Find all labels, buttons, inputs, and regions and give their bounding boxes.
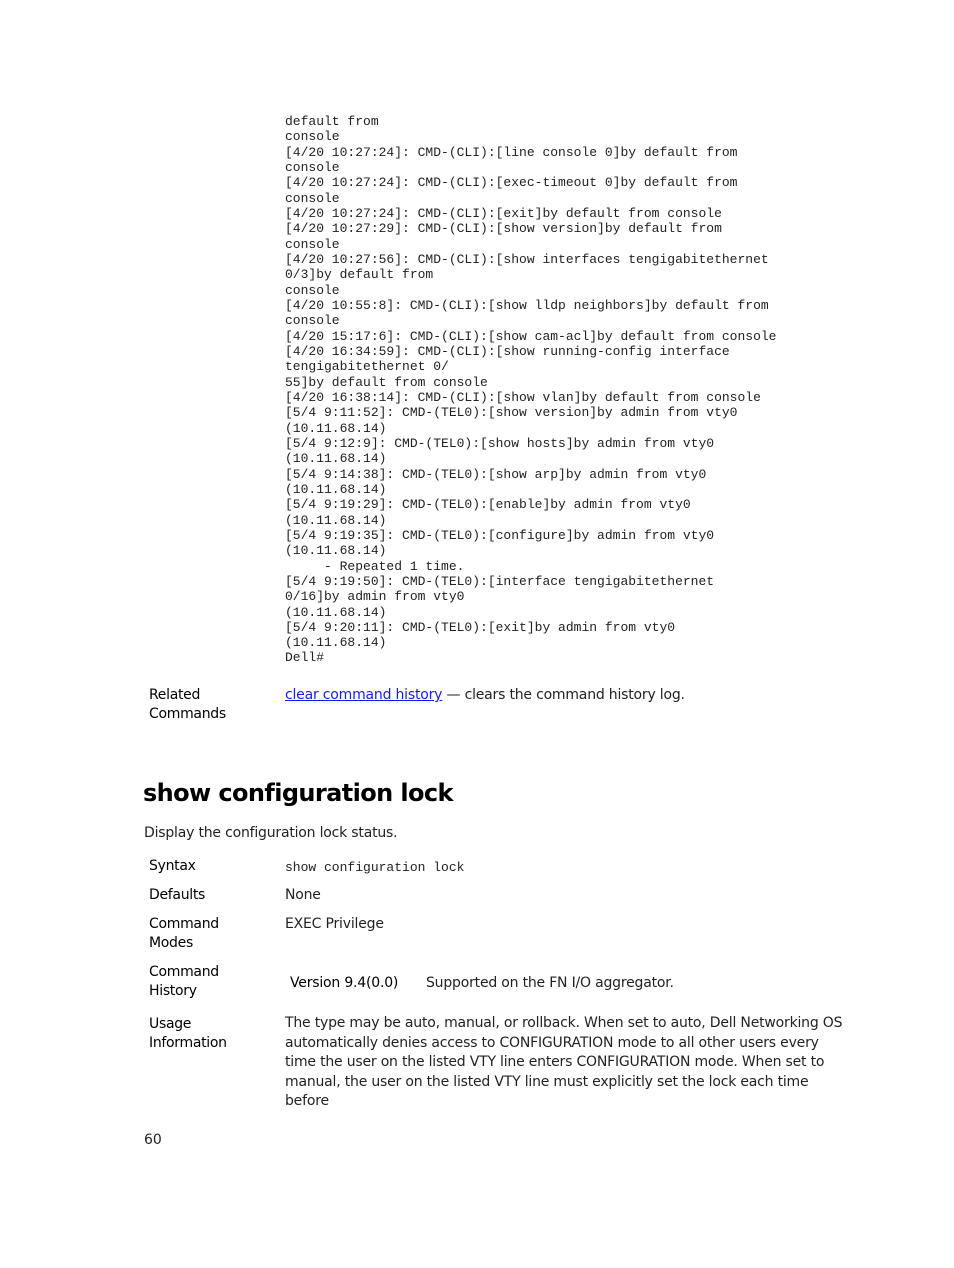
code-line: [5/4 9:20:11]: CMD-(TEL0):[exit]by admin from vty0 <box>285 619 676 635</box>
usage-line: automatically denies access to CONFIGURATION mode to all other users every <box>285 1034 819 1051</box>
code-line: [5/4 9:19:29]: CMD-(TEL0):[enable]by admin from vty0 <box>285 497 691 513</box>
label-line: History <box>149 983 197 999</box>
label-line: Command <box>149 964 219 980</box>
command-history-output <box>285 114 845 666</box>
code-line: [4/20 10:27:29]: CMD-(CLI):[show version]by default from <box>285 221 722 237</box>
code-line: [4/20 16:34:59]: CMD-(CLI):[show running-config interface <box>285 343 730 359</box>
code-line: [4/20 10:27:24]: CMD-(CLI):[exit]by default from console <box>285 205 722 221</box>
code-line: (10.11.68.14) <box>285 451 387 467</box>
code-line: console <box>285 129 340 145</box>
code-line: [5/4 9:14:38]: CMD-(TEL0):[show arp]by admin from vty0 <box>285 466 707 482</box>
syntax-label: Syntax <box>149 858 196 874</box>
related-commands-value <box>285 686 845 706</box>
code-line: console <box>285 282 340 298</box>
label-line: Related <box>149 687 201 703</box>
command-modes-label <box>149 915 274 953</box>
code-line: tengigabitethernet 0/ <box>285 359 449 375</box>
code-line: 0/3]by default from <box>285 267 434 283</box>
code-line: (10.11.68.14) <box>285 420 387 436</box>
code-line: (10.11.68.14) <box>285 635 387 651</box>
clear-command-history-link[interactable]: clear command history <box>285 687 443 703</box>
related-commands-label <box>149 686 274 724</box>
code-line: [5/4 9:19:50]: CMD-(TEL0):[interface tengigabitethernet <box>285 573 715 589</box>
code-line: [4/20 15:17:6]: CMD-(CLI):[show cam-acl]by default from console <box>285 328 777 344</box>
code-line: console <box>285 313 340 329</box>
code-line: console <box>285 159 340 175</box>
code-line: [4/20 10:55:8]: CMD-(CLI):[show lldp neighbors]by default from <box>285 297 769 313</box>
usage-line: The type may be auto, manual, or rollback. When set to auto, Dell Networking OS <box>285 1015 843 1031</box>
usage-line: manual, the user on the listed VTY line must explicitly set the lock each time before <box>285 1073 809 1109</box>
code-line: 0/16]by admin from vty0 <box>285 589 465 605</box>
section-title: show configuration lock <box>143 779 453 807</box>
code-line: [5/4 9:19:35]: CMD-(TEL0):[configure]by admin from vty0 <box>285 527 715 543</box>
defaults-value: None <box>285 887 321 903</box>
code-line: (10.11.68.14) <box>285 512 387 528</box>
syntax-value: show configuration lock <box>285 860 465 875</box>
label-line: Information <box>149 1035 227 1051</box>
defaults-label: Defaults <box>149 887 206 903</box>
usage-information-text <box>285 1014 845 1112</box>
code-line: [4/20 10:27:24]: CMD-(CLI):[exec-timeout 0]by default from <box>285 175 738 191</box>
section-intro: Display the configuration lock status. <box>144 825 398 841</box>
code-line: [5/4 9:11:52]: CMD-(TEL0):[show version]by admin from vty0 <box>285 405 738 421</box>
page-number: 60 <box>144 1132 162 1148</box>
usage-information-label <box>149 1015 274 1053</box>
version-number: Version 9.4(0.0) <box>290 975 399 991</box>
code-line: (10.11.68.14) <box>285 543 387 559</box>
label-line: Modes <box>149 935 193 951</box>
label-line: Usage <box>149 1016 192 1032</box>
related-command-description: — clears the command history log. <box>442 687 685 703</box>
label-line: Command <box>149 916 219 932</box>
label-line: Commands <box>149 706 226 722</box>
code-line: (10.11.68.14) <box>285 481 387 497</box>
code-line: - Repeated 1 time. <box>285 558 465 574</box>
usage-line: time the user on the listed VTY line enters CONFIGURATION mode. When set to <box>285 1054 825 1070</box>
code-line: [4/20 10:27:24]: CMD-(CLI):[line console 0]by default from <box>285 144 738 160</box>
code-line: [4/20 16:38:14]: CMD-(CLI):[show vlan]by default from console <box>285 389 761 405</box>
code-line: [5/4 9:12:9]: CMD-(TEL0):[show hosts]by admin from vty0 <box>285 435 715 451</box>
code-line: 55]by default from console <box>285 374 488 390</box>
code-line: default from <box>285 114 379 129</box>
version-description: Supported on the FN I/O aggregator. <box>426 975 674 991</box>
code-line: console <box>285 236 340 252</box>
code-line: (10.11.68.14) <box>285 604 387 620</box>
code-line: console <box>285 190 340 206</box>
command-modes-value: EXEC Privilege <box>285 916 384 932</box>
command-history-label <box>149 963 274 1001</box>
code-line: Dell# <box>285 650 325 666</box>
code-line: [4/20 10:27:56]: CMD-(CLI):[show interfaces tengigabitethernet <box>285 251 769 267</box>
